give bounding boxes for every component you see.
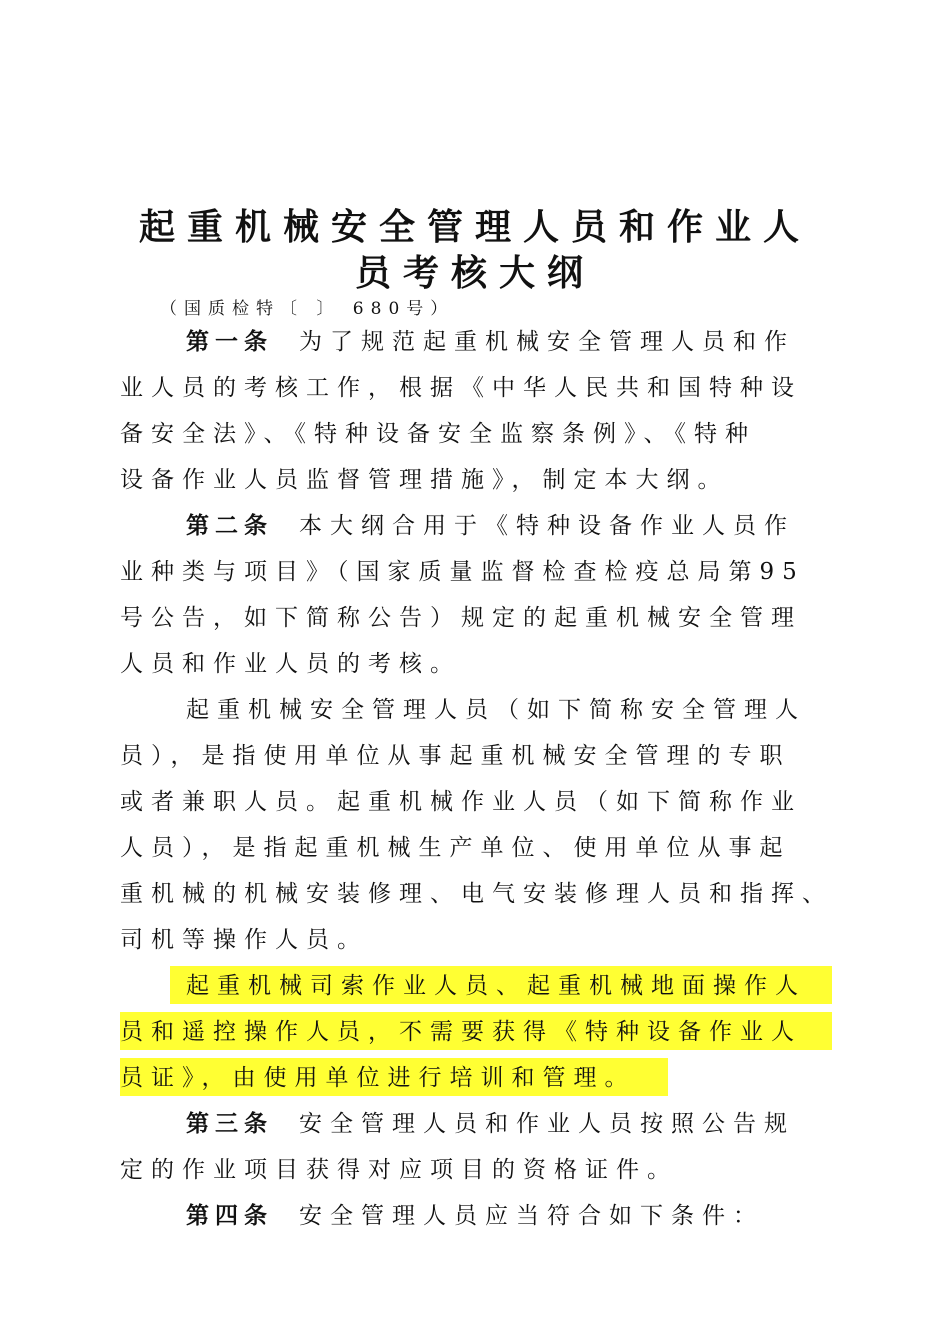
article-2-line-4: 人员和作业人员的考核。	[120, 651, 461, 677]
para-3-line-5: 重机械的机械安装修理、电气安装修理人员和指挥、	[120, 881, 833, 907]
title-line-1: 起重机械安全管理人员和作业人	[138, 206, 811, 248]
article-2-label: 第二条	[186, 513, 273, 539]
article-2-line-3: 号公告，如下简称公告）规定的起重机械安全管理	[120, 605, 802, 631]
article-1-text-1: 为了规范起重机械安全管理人员和作	[299, 329, 795, 355]
article-1-line-2: 业人员的考核工作，根据《中华人民共和国特种设	[120, 375, 802, 401]
article-1-line-3: 备安全法》、《特种设备安全监察条例》、《特种	[120, 421, 756, 447]
para-3-line-1: 起重机械安全管理人员（如下简称安全管理人	[186, 697, 806, 723]
article-1-line-1	[120, 322, 840, 362]
para-4-line-1: 起重机械司索作业人员、起重机械地面操作人	[186, 973, 806, 999]
title-line-2: 员考核大纲	[354, 252, 595, 294]
article-3-label: 第三条	[186, 1111, 273, 1137]
article-3-line-1	[120, 1104, 840, 1144]
article-1-label: 第一条	[186, 329, 273, 355]
document-number: （国质检特〔 〕 680号）	[160, 299, 455, 319]
para-3-line-2: 员），是指使用单位从事起重机械安全管理的专职	[120, 743, 791, 769]
article-2-text-1: 本大纲合用于《特种设备作业人员作	[299, 513, 795, 539]
para-4-line-3: 员证》，由使用单位进行培训和管理。	[120, 1065, 636, 1091]
para-3-line-6: 司机等操作人员。	[120, 927, 368, 953]
para-3-line-3: 或者兼职人员。起重机械作业人员（如下简称作业	[120, 789, 802, 815]
article-3-text-1: 安全管理人员和作业人员按照公告规	[299, 1111, 795, 1137]
article-2-line-2: 业种类与项目》（国家质量监督检查检疫总局第95	[120, 559, 805, 585]
para-4-line-2: 员和遥控操作人员，不需要获得《特种设备作业人	[120, 1019, 802, 1045]
article-2-line-1	[120, 506, 840, 546]
article-4-line-1	[120, 1196, 840, 1236]
article-4-label: 第四条	[186, 1203, 273, 1229]
article-1-line-4: 设备作业人员监督管理措施》，制定本大纲。	[120, 467, 729, 493]
article-3-line-2: 定的作业项目获得对应项目的资格证件。	[120, 1157, 678, 1183]
article-4-text-1: 安全管理人员应当符合如下条件：	[299, 1203, 764, 1229]
para-3-line-4: 人员），是指起重机械生产单位、使用单位从事起	[120, 835, 791, 861]
